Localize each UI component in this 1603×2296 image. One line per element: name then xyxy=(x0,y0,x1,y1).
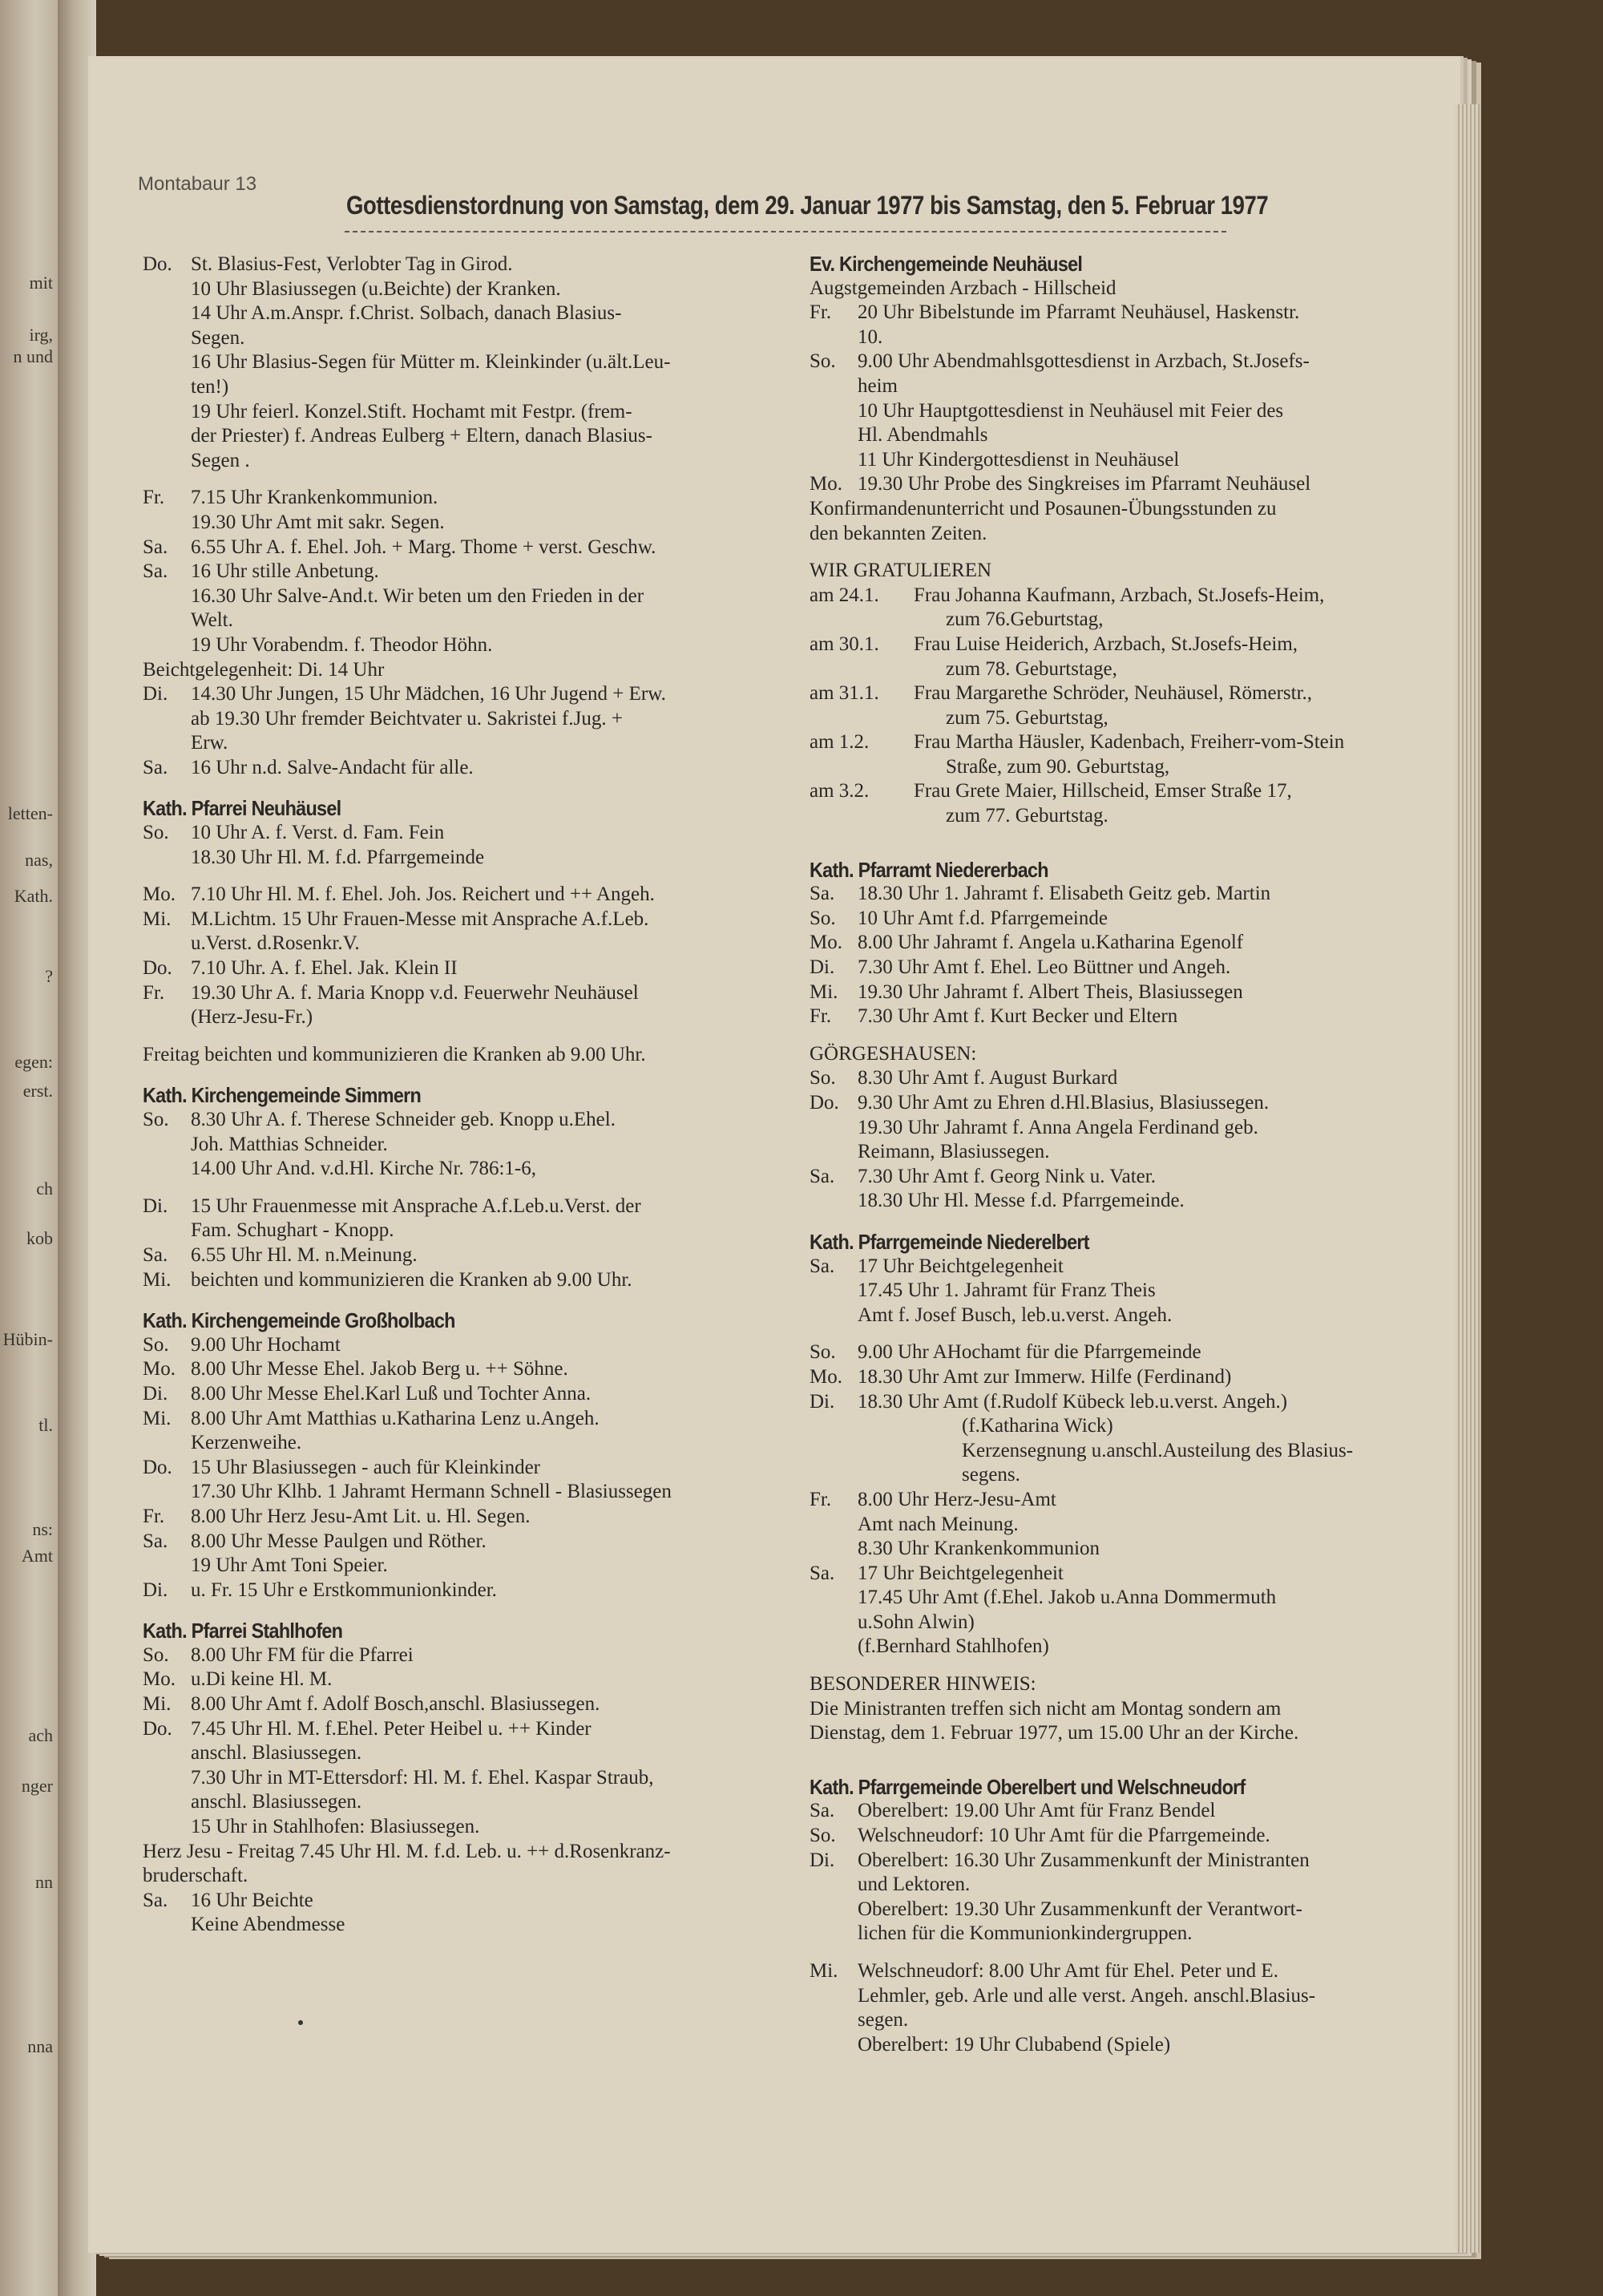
schedule-entry xyxy=(143,682,808,707)
text-line: 17.45 Uhr 1. Jahramt für Franz Theis xyxy=(858,1279,1156,1302)
text-line: Konfirmandenunterricht und Posaunen-Übungsstunden zu xyxy=(810,497,1277,519)
entry-day: Do. xyxy=(143,253,172,275)
entry-day: Fr. xyxy=(810,1005,832,1028)
text-line: Herz Jesu - Freitag 7.45 Uhr Hl. M. f.d. Leb. u. ++ d.Rosenkranz- xyxy=(143,1840,671,1862)
text-line: lichen für die Kommunionkindergruppen. xyxy=(858,1922,1193,1945)
schedule-entry xyxy=(143,1194,808,1219)
schedule-entry xyxy=(810,1340,1467,1365)
entry-day: Sa. xyxy=(810,1800,835,1822)
entry-day: am 24.1. xyxy=(810,584,879,606)
text-line: ten!) xyxy=(191,375,229,398)
text-line: heim xyxy=(858,374,898,397)
text-line: Kerzensegnung u.anschl.Austeilung des Blasius- xyxy=(962,1439,1354,1461)
entry-text: 8.00 Uhr Amt f. Adolf Bosch,anschl. Blasiussegen. xyxy=(191,1693,600,1716)
schedule-entry xyxy=(143,1530,808,1554)
spacer xyxy=(810,1328,1467,1340)
section-heading: Kath. Pfarrei Stahlhofen xyxy=(143,1619,343,1643)
text-line: Oberelbert: 19 Uhr Clubabend (Spiele) xyxy=(858,2033,1171,2055)
entry-text: 9.00 Uhr Hochamt xyxy=(191,1333,341,1356)
text-line: WIR GRATULIEREN xyxy=(810,560,992,582)
entry-day: am 31.1. xyxy=(810,682,879,705)
entry-text: 8.00 Uhr Amt Matthias u.Katharina Lenz u.Angeh. xyxy=(191,1407,600,1429)
entry-text: 15 Uhr Blasiussegen - auch für Kleinkinder xyxy=(191,1456,540,1478)
spacer xyxy=(143,1603,808,1615)
schedule-entry xyxy=(810,1165,1467,1190)
spacer xyxy=(810,1214,1467,1227)
entry-text: 8.00 Uhr Messe Ehel. Jakob Berg u. ++ Söhne. xyxy=(191,1358,568,1380)
entry-text: 17 Uhr Beichtgelegenheit xyxy=(858,1562,1064,1584)
entry-day: Sa. xyxy=(810,1562,835,1584)
entry-text: 9.30 Uhr Amt zu Ehren d.Hl.Blasius, Blasiussegen. xyxy=(858,1092,1270,1114)
margin-text-fragment: nna xyxy=(27,2036,53,2056)
schedule-entry xyxy=(810,980,1467,1005)
entry-day: Sa. xyxy=(810,1165,835,1187)
entry-day: Do. xyxy=(143,957,172,980)
entry-day: Di. xyxy=(143,1382,168,1405)
schedule-entry xyxy=(143,1889,808,1914)
entry-day: So. xyxy=(143,1109,169,1130)
text-line: 10 Uhr Blasiussegen (u.Beichte) der Kranken. xyxy=(191,277,561,300)
text-line: Amt f. Josef Busch, leb.u.verst. Angeh. xyxy=(858,1304,1173,1326)
entry-day: Mi. xyxy=(143,1407,172,1429)
entry-day: Sa. xyxy=(810,1255,835,1277)
text-line: 19 Uhr Vorabendm. f. Theodor Höhn. xyxy=(191,633,493,656)
text-line: zum 78. Geburtstage, xyxy=(946,657,1117,680)
entry-text: beichten und kommunizieren die Kranken ab 9.00 Uhr. xyxy=(191,1268,632,1291)
text-line: zum 75. Geburtstag, xyxy=(946,706,1108,729)
margin-text-fragment: nas, xyxy=(25,850,53,870)
section-heading: Kath. Pfarramt Niedererbach xyxy=(810,857,1048,882)
entry-text: 16 Uhr n.d. Salve-Andacht für alle. xyxy=(191,756,474,778)
entry-text: 17 Uhr Beichtgelegenheit xyxy=(858,1255,1064,1277)
entry-text: Frau Johanna Kaufmann, Arzbach, St.Josefs-Heim, xyxy=(914,584,1325,606)
text-line: Joh. Matthias Schneider. xyxy=(191,1133,388,1155)
entry-text: 15 Uhr Frauenmesse mit Ansprache A.f.Leb.u.Verst. der xyxy=(191,1194,641,1217)
entry-day: am 3.2. xyxy=(810,780,870,802)
entry-day: Mi. xyxy=(810,1960,838,1982)
spacer xyxy=(810,842,1467,855)
entry-day: Di. xyxy=(810,1390,835,1413)
title-divider xyxy=(345,231,1226,232)
text-line: bruderschaft. xyxy=(143,1865,248,1887)
entry-day: Fr. xyxy=(810,1488,832,1510)
entry-day: Do. xyxy=(143,1717,172,1740)
entry-day: So. xyxy=(143,822,169,844)
schedule-entry xyxy=(810,1824,1467,1849)
section-heading: Kath. Kirchengemeinde Simmern xyxy=(143,1083,422,1108)
section-heading: Kath. Pfarrei Neuhäusel xyxy=(143,796,341,821)
schedule-entry xyxy=(810,1390,1467,1415)
entry-text: 18.30 Uhr 1. Jahramt f. Elisabeth Geitz geb. Martin xyxy=(858,883,1271,905)
margin-text-fragment: ch xyxy=(36,1178,53,1199)
schedule-entry xyxy=(143,1333,808,1358)
schedule-entry xyxy=(143,253,808,277)
schedule-entry xyxy=(143,1357,808,1382)
schedule-entry xyxy=(143,1643,808,1668)
spacer xyxy=(143,1067,808,1080)
text-line: und Lektoren. xyxy=(858,1874,971,1896)
margin-text-fragment: Amt xyxy=(21,1546,53,1566)
entry-day: Mo. xyxy=(810,932,842,954)
margin-text-fragment: irg, xyxy=(29,325,53,345)
spacer xyxy=(143,1182,808,1194)
entry-text: Frau Margarethe Schröder, Neuhäusel, Römerstr., xyxy=(914,682,1313,705)
schedule-entry xyxy=(810,1799,1467,1824)
schedule-entry xyxy=(143,1407,808,1432)
text-line: segens. xyxy=(962,1464,1020,1486)
margin-text-fragment: letten- xyxy=(7,803,53,823)
text-line: 14 Uhr A.m.Anspr. f.Christ. Solbach, danach Blasius- xyxy=(191,302,622,325)
schedule-entry xyxy=(143,907,808,932)
entry-text: 7.30 Uhr Amt f. Kurt Becker und Eltern xyxy=(858,1005,1178,1028)
page-location-label: Montabaur 13 xyxy=(138,173,257,195)
text-line: 19.30 Uhr Amt mit sakr. Segen. xyxy=(191,511,445,533)
text-line: 18.30 Uhr Hl. Messe f.d. Pfarrgemeinde. xyxy=(858,1190,1185,1212)
entry-day: So. xyxy=(143,1333,169,1356)
text-line: Erw. xyxy=(191,732,228,754)
entry-day: Di. xyxy=(810,956,835,979)
schedule-entry xyxy=(810,1959,1467,1984)
entry-text: 7.15 Uhr Krankenkommunion. xyxy=(191,487,438,509)
spacer xyxy=(810,1029,1467,1042)
spacer xyxy=(810,546,1467,559)
entry-day: Sa. xyxy=(810,883,835,905)
entry-day: Sa. xyxy=(143,1530,168,1552)
text-line: 17.45 Uhr Amt (f.Ehel. Jakob u.Anna Dommermuth xyxy=(858,1587,1277,1609)
margin-text-fragment: kob xyxy=(26,1228,53,1248)
entry-day: am 1.2. xyxy=(810,731,870,754)
entry-text: Welschneudorf: 10 Uhr Amt für die Pfarrgemeinde. xyxy=(858,1825,1270,1847)
entry-day: Di. xyxy=(810,1849,835,1871)
schedule-entry xyxy=(143,560,808,584)
entry-day: Mi. xyxy=(143,1268,172,1291)
text-line: Augstgemeinden Arzbach - Hillscheid xyxy=(810,277,1116,299)
text-line: 16 Uhr Blasius-Segen für Mütter m. Kleinkinder (u.ält.Leu- xyxy=(191,351,671,374)
entry-text: 8.30 Uhr Amt f. August Burkard xyxy=(858,1067,1118,1089)
schedule-entry xyxy=(143,981,808,1006)
entry-text: 7.10 Uhr. A. f. Ehel. Jak. Klein II xyxy=(191,957,458,980)
entry-text: 8.00 Uhr FM für die Pfarrei xyxy=(191,1643,414,1666)
entry-text: 19.30 Uhr Probe des Singkreises im Pfarramt Neuhäusel xyxy=(858,473,1311,495)
schedule-entry xyxy=(810,1004,1467,1029)
spacer xyxy=(810,829,1467,842)
entry-text: 19.30 Uhr A. f. Maria Knopp v.d. Feuerwehr Neuhäusel xyxy=(191,981,639,1004)
schedule-entry xyxy=(143,1578,808,1603)
entry-text: 8.00 Uhr Herz-Jesu-Amt xyxy=(858,1488,1056,1510)
entry-day: Do. xyxy=(143,1456,172,1478)
entry-text: St. Blasius-Fest, Verlobter Tag in Girod. xyxy=(191,253,513,275)
text-line: 10 Uhr Hauptgottesdienst in Neuhäusel mit Feier des xyxy=(858,399,1284,422)
spacer xyxy=(143,780,808,793)
schedule-entry xyxy=(143,1692,808,1717)
text-line: Die Ministranten treffen sich nicht am Montag sondern am xyxy=(810,1697,1282,1720)
entry-day: So. xyxy=(810,1825,836,1847)
entry-day: Fr. xyxy=(143,1505,165,1527)
text-line: u.Verst. d.Rosenkr.V. xyxy=(191,932,360,955)
margin-text-fragment: nger xyxy=(21,1776,53,1796)
margin-text-fragment: egen: xyxy=(14,1052,53,1072)
schedule-entry xyxy=(143,1243,808,1268)
schedule-entry xyxy=(810,1091,1467,1116)
text-line: Keine Abendmesse xyxy=(191,1914,345,1936)
text-line: 8.30 Uhr Krankenkommunion xyxy=(858,1538,1100,1560)
entry-day: Di. xyxy=(143,1194,168,1217)
text-line: 19.30 Uhr Jahramt f. Anna Angela Ferdinand geb. xyxy=(858,1116,1258,1138)
entry-day: So. xyxy=(810,907,836,929)
text-line: 10. xyxy=(858,325,883,348)
entry-text: 9.00 Uhr AHochamt für die Pfarrgemeinde xyxy=(858,1341,1201,1364)
text-line: u.Sohn Alwin) xyxy=(858,1611,975,1633)
entry-text: 7.10 Uhr Hl. M. f. Ehel. Joh. Jos. Reichert und ++ Angeh. xyxy=(191,883,655,906)
schedule-entry xyxy=(810,931,1467,956)
margin-text-fragment: Kath. xyxy=(14,886,53,906)
schedule-entry xyxy=(143,1717,808,1742)
entry-text: 9.00 Uhr Abendmahlsgottesdienst in Arzbach, St.Josefs- xyxy=(858,350,1310,373)
text-line: (f.Katharina Wick) xyxy=(962,1415,1113,1437)
entry-text: 16 Uhr stille Anbetung. xyxy=(191,560,379,583)
entry-text: 8.00 Uhr Jahramt f. Angela u.Katharina Egenolf xyxy=(858,932,1244,954)
spacer xyxy=(810,1746,1467,1759)
entry-text: u. Fr. 15 Uhr e Erstkommunionkinder. xyxy=(191,1578,497,1601)
schedule-entry xyxy=(810,633,1467,657)
entry-day: Mi. xyxy=(810,980,838,1003)
text-line: 11 Uhr Kindergottesdienst in Neuhäusel xyxy=(858,448,1180,471)
text-line: den bekannten Zeiten. xyxy=(810,522,987,544)
text-line: 15 Uhr in Stahlhofen: Blasiussegen. xyxy=(191,1816,480,1838)
text-line: Beichtgelegenheit: Di. 14 Uhr xyxy=(143,658,385,681)
schedule-entry xyxy=(143,1268,808,1293)
schedule-entry xyxy=(810,1365,1467,1390)
text-line: 16.30 Uhr Salve-And.t. Wir beten um den Frieden in der xyxy=(191,584,644,607)
section-heading: Ev. Kirchengemeinde Neuhäusel xyxy=(810,252,1083,276)
entry-day: Mo. xyxy=(143,1668,176,1691)
text-line: Oberelbert: 19.30 Uhr Zusammenkunft der Verantwort- xyxy=(858,1898,1302,1920)
text-line: (Herz-Jesu-Fr.) xyxy=(191,1006,313,1029)
entry-text: 20 Uhr Bibelstunde im Pfarramt Neuhäusel, Haskenstr. xyxy=(858,301,1300,324)
text-line: 19 Uhr feierl. Konzel.Stift. Hochamt mit Festpr. (frem- xyxy=(191,400,632,422)
schedule-entry xyxy=(810,472,1467,497)
margin-text-fragment: ns: xyxy=(32,1519,53,1539)
margin-text-fragment: mit xyxy=(29,273,53,293)
schedule-entry xyxy=(143,883,808,907)
margin-text-fragment: nn xyxy=(35,1872,53,1892)
entry-text: Welschneudorf: 8.00 Uhr Amt für Ehel. Peter und E. xyxy=(858,1960,1278,1982)
entry-day: Sa. xyxy=(143,1243,168,1266)
entry-day: Mo. xyxy=(143,883,176,906)
entry-text: 18.30 Uhr Amt zur Immerw. Hilfe (Ferdinand) xyxy=(858,1365,1232,1388)
margin-text-fragment: tl. xyxy=(38,1415,53,1435)
page-title: Gottesdienstordnung von Samstag, dem 29. Januar 1977 bis Samstag, den 5. Februar 1977 xyxy=(346,191,1269,220)
entry-text: 19.30 Uhr Jahramt f. Albert Theis, Blasiussegen xyxy=(858,980,1243,1003)
spacer xyxy=(810,1946,1467,1959)
entry-day: Sa. xyxy=(143,756,168,778)
text-line: ab 19.30 Uhr fremder Beichtvater u. Sakristei f.Jug. + xyxy=(191,707,623,730)
text-line: Freitag beichten und kommunizieren die Kranken ab 9.00 Uhr. xyxy=(143,1043,646,1065)
schedule-entry xyxy=(143,536,808,560)
entry-text: 18.30 Uhr Amt (f.Rudolf Kübeck leb.u.verst. Angeh.) xyxy=(858,1390,1288,1413)
text-line: 18.30 Uhr Hl. M. f.d. Pfarrgemeinde xyxy=(191,846,485,868)
schedule-entry xyxy=(810,1488,1467,1513)
margin-text-fragment: erst. xyxy=(22,1081,53,1101)
schedule-entry xyxy=(143,821,808,846)
schedule-entry xyxy=(810,301,1467,325)
entry-text: 16 Uhr Beichte xyxy=(191,1889,313,1911)
entry-text: 7.30 Uhr Amt f. Georg Nink u. Vater. xyxy=(858,1165,1156,1187)
entry-text: Frau Grete Maier, Hillscheid, Emser Straße 17, xyxy=(914,780,1292,802)
schedule-entry xyxy=(143,486,808,511)
text-line: (f.Bernhard Stahlhofen) xyxy=(858,1635,1049,1658)
text-line: Hl. Abendmahls xyxy=(858,424,988,447)
text-line: Kerzenweihe. xyxy=(191,1432,302,1454)
margin-text-fragment: ? xyxy=(45,966,53,986)
schedule-entry xyxy=(810,730,1467,755)
entry-day: Do. xyxy=(810,1092,839,1114)
text-line: Reimann, Blasiussegen. xyxy=(858,1141,1050,1163)
text-line: zum 77. Geburtstag. xyxy=(946,805,1108,827)
entry-text: Frau Martha Häusler, Kadenbach, Freiherr-vom-Stein xyxy=(914,731,1345,754)
margin-text-fragment: ach xyxy=(28,1725,53,1745)
schedule-entry xyxy=(810,779,1467,804)
entry-day: Fr. xyxy=(810,301,832,324)
entry-day: Mi. xyxy=(143,1693,172,1716)
entry-day: Mo. xyxy=(143,1358,176,1380)
entry-text: 8.00 Uhr Messe Ehel.Karl Luß und Tochter Anna. xyxy=(191,1382,592,1405)
text-line: Segen. xyxy=(191,326,245,349)
entry-text: Oberelbert: 16.30 Uhr Zusammenkunft der Ministranten xyxy=(858,1849,1310,1871)
text-line: 19 Uhr Amt Toni Speier. xyxy=(191,1554,388,1577)
text-line: 14.00 Uhr And. v.d.Hl. Kirche Nr. 786:1-6, xyxy=(191,1158,536,1180)
text-line: Lehmler, geb. Arle und alle verst. Angeh. anschl.Blasius- xyxy=(858,1984,1316,2007)
text-line: BESONDERER HINWEIS: xyxy=(810,1673,1036,1696)
entry-day: Sa. xyxy=(143,1889,168,1911)
text-line: anschl. Blasiussegen. xyxy=(191,1791,362,1813)
schedule-entry xyxy=(810,956,1467,980)
schedule-entry xyxy=(143,1505,808,1530)
entry-text: 6.55 Uhr Hl. M. n.Meinung. xyxy=(191,1243,418,1266)
text-line: Amt nach Meinung. xyxy=(858,1513,1019,1535)
text-line: anschl. Blasiussegen. xyxy=(191,1742,362,1764)
entry-day: So. xyxy=(810,1067,836,1089)
entry-text: u.Di keine Hl. M. xyxy=(191,1668,333,1691)
section-heading: Kath. Pfarrgemeinde Niederelbert xyxy=(810,1229,1089,1254)
section-heading: Kath. Pfarrgemeinde Oberelbert und Welschneudorf xyxy=(810,1774,1246,1799)
entry-text: 14.30 Uhr Jungen, 15 Uhr Mädchen, 16 Uhr Jugend + Erw. xyxy=(191,683,666,705)
entry-text: 8.30 Uhr A. f. Therese Schneider geb. Knopp u.Ehel. xyxy=(191,1109,616,1130)
spacer xyxy=(143,1292,808,1305)
entry-day: Mi. xyxy=(143,907,172,930)
entry-day: am 30.1. xyxy=(810,633,879,655)
entry-day: Di. xyxy=(143,1578,168,1601)
entry-day: So. xyxy=(810,350,836,373)
entry-text: 10 Uhr Amt f.d. Pfarrgemeinde xyxy=(858,907,1108,929)
schedule-entry xyxy=(810,882,1467,907)
entry-text: 8.00 Uhr Herz Jesu-Amt Lit. u. Hl. Segen. xyxy=(191,1505,531,1527)
schedule-entry xyxy=(143,756,808,781)
schedule-entry xyxy=(810,584,1467,608)
schedule-entry xyxy=(143,1108,808,1133)
text-line: segen. xyxy=(858,2009,909,2031)
entry-text: 7.30 Uhr Amt f. Ehel. Leo Büttner und Angeh. xyxy=(858,956,1231,979)
entry-text: 6.55 Uhr A. f. Ehel. Joh. + Marg. Thome + verst. Geschw. xyxy=(191,536,656,558)
entry-day: So. xyxy=(143,1643,169,1666)
text-line: Dienstag, dem 1. Februar 1977, um 15.00 Uhr an der Kirche. xyxy=(810,1722,1299,1744)
entry-text: Oberelbert: 19.00 Uhr Amt für Franz Bendel xyxy=(858,1800,1216,1822)
text-line: 17.30 Uhr Klhb. 1 Jahramt Hermann Schnell - Blasiussegen xyxy=(191,1481,672,1503)
schedule-entry xyxy=(810,681,1467,706)
schedule-entry xyxy=(143,956,808,981)
margin-text-fragment: n und xyxy=(13,346,53,366)
text-line: Segen . xyxy=(191,449,250,471)
entry-text: 10 Uhr A. f. Verst. d. Fam. Fein xyxy=(191,822,445,844)
text-line: zum 76.Geburtstag, xyxy=(946,608,1104,631)
text-line: Welt. xyxy=(191,609,233,632)
entry-day: Sa. xyxy=(143,560,168,583)
entry-day: So. xyxy=(810,1341,836,1364)
text-line: GÖRGESHAUSEN: xyxy=(810,1042,977,1065)
schedule-entry xyxy=(143,1667,808,1692)
spacer xyxy=(143,473,808,486)
margin-text-fragment: Hübin- xyxy=(2,1329,53,1349)
entry-day: Fr. xyxy=(143,981,165,1004)
entry-day: Fr. xyxy=(143,487,165,509)
entry-text: M.Lichtm. 15 Uhr Frauen-Messe mit Ansprache A.f.Leb. xyxy=(191,907,649,930)
section-heading: Kath. Kirchengemeinde Großholbach xyxy=(143,1308,455,1333)
text-line: der Priester) f. Andreas Eulberg + Eltern, danach Blasius- xyxy=(191,425,652,447)
left-column xyxy=(143,253,808,1938)
schedule-entry xyxy=(810,1066,1467,1091)
schedule-entry xyxy=(810,1562,1467,1587)
text-line: Straße, zum 90. Geburtstag, xyxy=(946,755,1170,778)
text-line: 7.30 Uhr in MT-Ettersdorf: Hl. M. f. Ehel. Kaspar Straub, xyxy=(191,1766,654,1789)
entry-text: 7.45 Uhr Hl. M. f.Ehel. Peter Heibel u. ++ Kinder xyxy=(191,1717,592,1740)
schedule-entry xyxy=(810,1255,1467,1279)
entry-day: Di. xyxy=(143,683,168,705)
entry-day: Mo. xyxy=(810,1365,842,1388)
entry-day: Sa. xyxy=(143,536,168,558)
adjacent-page-edge xyxy=(0,0,58,2296)
ink-speck xyxy=(298,2020,303,2025)
schedule-entry xyxy=(810,907,1467,932)
entry-text: 8.00 Uhr Messe Paulgen und Röther. xyxy=(191,1530,487,1552)
spacer xyxy=(810,1759,1467,1772)
entry-text: Frau Luise Heiderich, Arzbach, St.Josefs-Heim, xyxy=(914,633,1298,655)
schedule-entry xyxy=(143,1382,808,1407)
spacer xyxy=(143,870,808,883)
right-column xyxy=(810,249,1467,2057)
spacer xyxy=(143,1030,808,1043)
entry-day: Mo. xyxy=(810,473,842,495)
spacer xyxy=(810,1659,1467,1672)
text-line: Fam. Schughart - Knopp. xyxy=(191,1219,394,1242)
schedule-entry xyxy=(810,1849,1467,1874)
schedule-entry xyxy=(143,1456,808,1481)
schedule-entry xyxy=(810,350,1467,374)
